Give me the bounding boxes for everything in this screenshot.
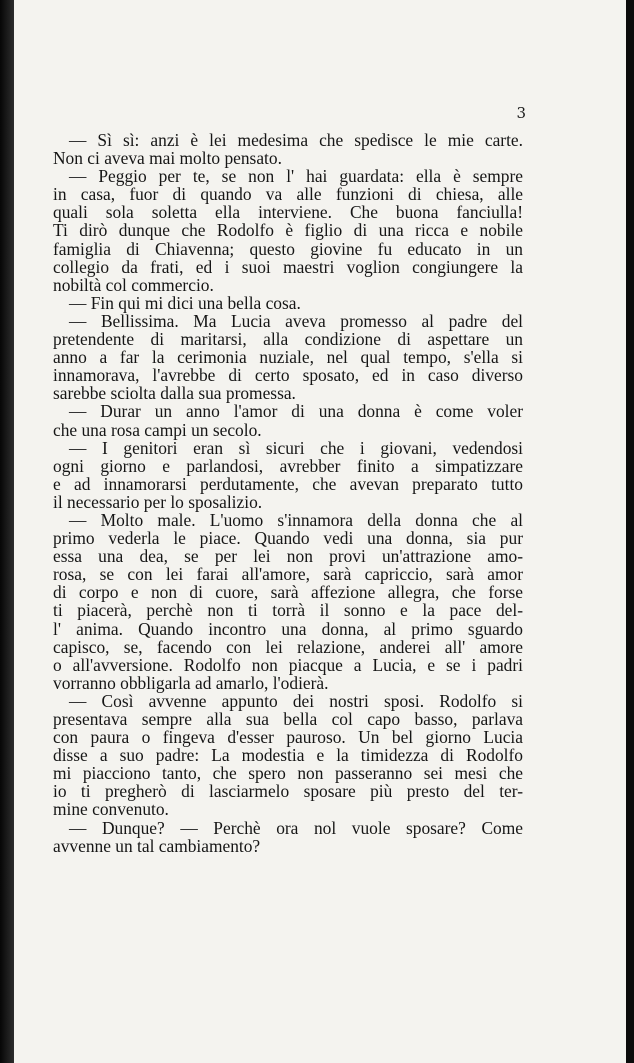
text-line: Ti dirò dunque che Rodolfo è figlio di una ricca e nobile (53, 220, 523, 241)
text-line: anno a far la cerimonia nuziale, nel qual tempo, s'ella si (53, 347, 523, 368)
text-line: capisco, se, facendo con lei relazione, anderei all' amore (53, 636, 523, 657)
text-line: l' anima. Quando incontro una donna, al primo sguardo (53, 618, 523, 639)
text-line: il necessario per lo sposalizio. (53, 491, 263, 512)
page-number: 3 (516, 104, 526, 122)
text-line: famiglia di Chiavenna; questo giovine fu educato in un (53, 238, 523, 259)
text-line: — Dunque? — Perchè ora nol vuole sposare? Come (69, 817, 523, 838)
text-line: di corpo e non di cuore, sarà affezione allegra, che forse (53, 582, 523, 603)
text-line: con paura o fingeva d'esser pauroso. Un bel giorno Lucia (53, 727, 523, 748)
text-line: che una rosa campi un secolo. (53, 419, 262, 440)
text-line: presentava sempre alla sua bella col capo basso, parlava (53, 709, 523, 729)
text-line: innamorava, l'avrebbe di certo sposato, ed in caso diverso (53, 365, 523, 386)
text-line: collegio da frati, ed i suoi maestri voglion congiungere la (53, 256, 523, 277)
text-line: — Durar un anno l'amor di una donna è come voler (69, 401, 523, 422)
text-line: — Così avvenne appunto dei nostri sposi. Rodolfo si (69, 690, 523, 711)
text-line: disse a suo padre: La modestia e la timidezza di Rodolfo (53, 745, 523, 766)
text-line: sarebbe sciolta dalla sua promessa. (53, 383, 296, 404)
text-line: in casa, fuor di quando va alle funzioni di chiesa, alle (53, 184, 523, 205)
text-line: io ti pregherò di lasciarmelo sposare più presto del ter- (53, 781, 523, 802)
text-line: avvenne un tal cambiamento? (53, 835, 261, 856)
text-line: rosa, se con lei farai all'amore, sarà capriccio, sarà amor (53, 564, 523, 585)
text-line: mine convenuto. (53, 799, 169, 820)
text-line: — I genitori eran sì sicuri che i giovani, vedendosi (69, 437, 523, 458)
text-line: ti piacerà, perchè non ti torrà il sonno e la pace del- (53, 600, 523, 621)
book-spine-edge (0, 0, 14, 1063)
text-line: Non ci aveva mai molto pensato. (53, 148, 282, 169)
text-line: mi piacciono tanto, che spero non passeranno sei mesi che (53, 763, 523, 784)
text-line: vorranno obbligarla ad amarlo, l'odierà. (53, 672, 329, 693)
text-line: nobiltà col commercio. (53, 274, 214, 295)
text-line: o all'avversione. Rodolfo non piacque a Lucia, e se i padri (53, 654, 523, 675)
text-line: essa una dea, se per lei non provi un'attrazione amo- (53, 546, 523, 567)
text-line: — Peggio per te, se non l' hai guardata: ella è sempre (69, 166, 523, 187)
text-line: ogni giorno e parlandosi, avrebber finito a simpatizzare (53, 455, 523, 476)
text-line: quali sola soletta ella interviene. Che buona fanciulla! (53, 202, 523, 223)
text-line: e ad innamorarsi perdutamente, che avevan preparato tutto (53, 473, 523, 494)
text-line: pretendente di maritarsi, alla condizione di aspettare un (53, 329, 523, 350)
text-line: — Fin qui mi dici una bella cosa. (69, 292, 301, 313)
text-line: — Bellissima. Ma Lucia aveva promesso al padre del (69, 310, 523, 331)
book-page (14, 0, 626, 1063)
text-line: — Sì sì: anzi è lei medesima che spedisce le mie carte. (69, 130, 523, 150)
page-body-text (53, 131, 523, 855)
text-line: — Molto male. L'uomo s'innamora della donna che al (69, 509, 523, 530)
text-line: primo vederla le piace. Quando vedi una donna, sia pur (53, 528, 523, 549)
